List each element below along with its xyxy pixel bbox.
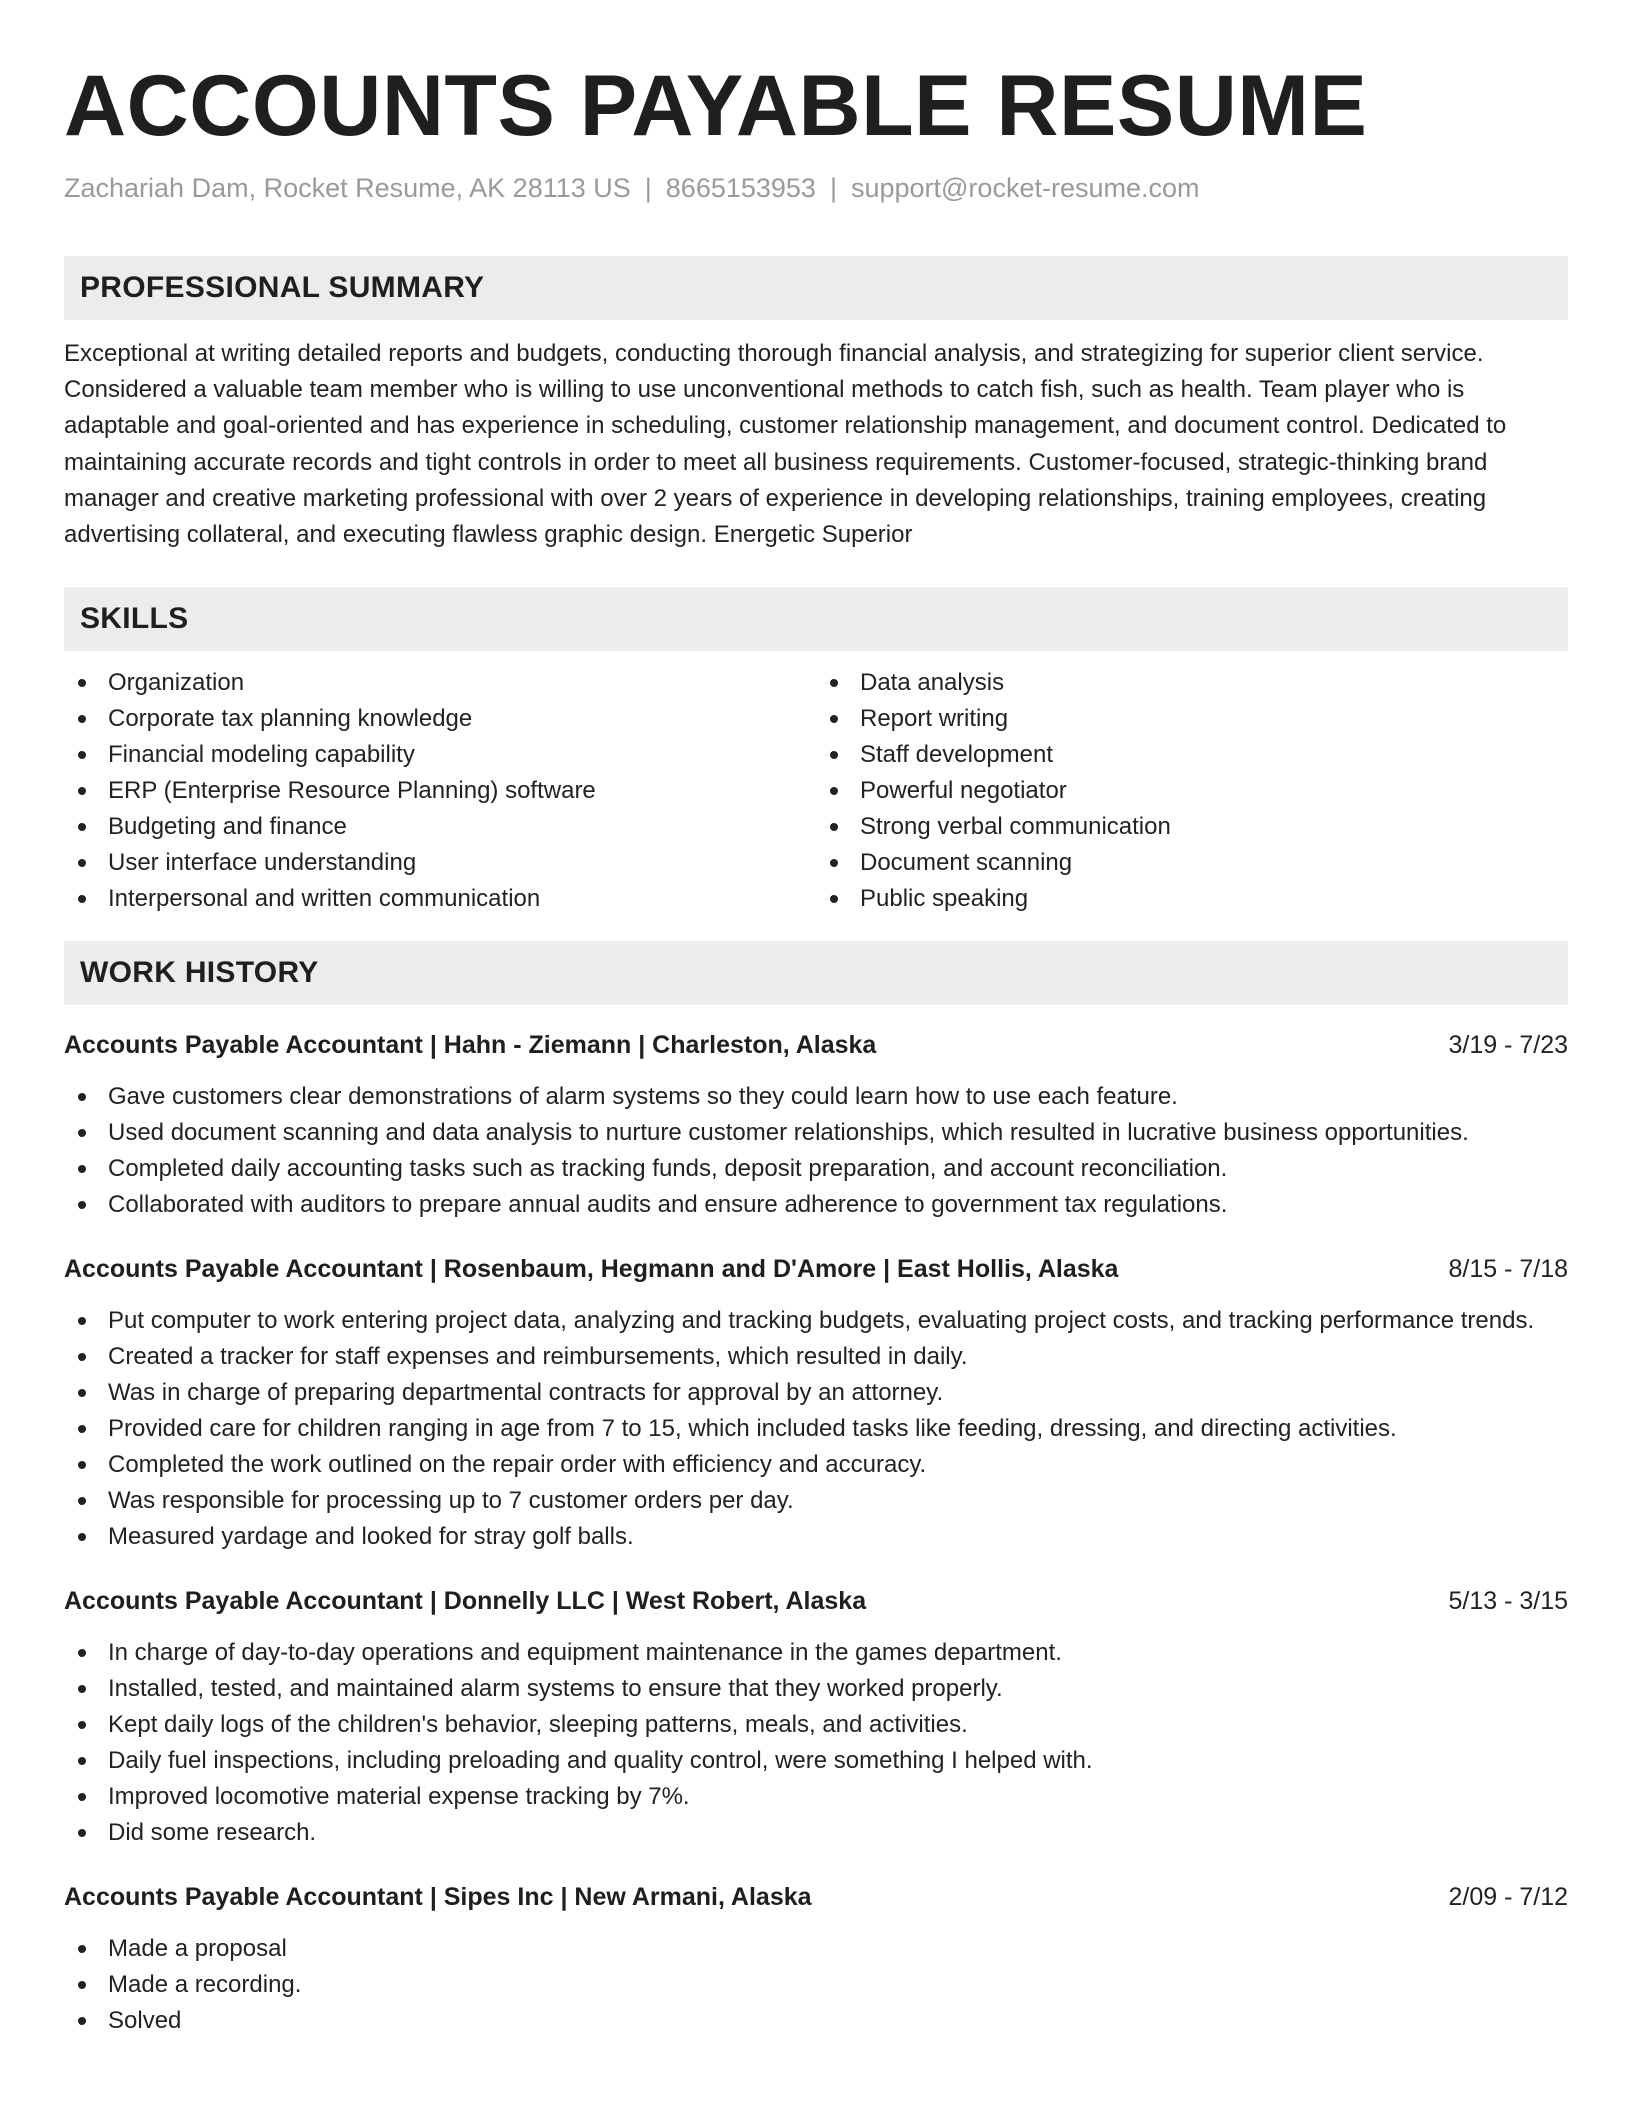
job-bullets [64, 1931, 1568, 2039]
job-entry [64, 1251, 1568, 1555]
job-bullet-text: Did some research. [108, 1819, 317, 1847]
contact-separator: | [829, 173, 837, 203]
bullet-dot-icon [78, 1129, 86, 1137]
job-bullet [64, 1931, 1568, 1967]
bullet-dot-icon [78, 1685, 86, 1693]
job-bullet [64, 1743, 1568, 1779]
job-entry [64, 1027, 1568, 1223]
skill-item [64, 665, 816, 701]
bullet-dot-icon [830, 679, 838, 687]
bullet-dot-icon [78, 787, 86, 795]
skill-item-text: Report writing [860, 705, 1009, 733]
job-header [64, 1583, 1568, 1619]
job-bullet-text: Used document scanning and data analysis to nurture customer relationships, which resulted in lucrative business opportunities. [108, 1119, 1469, 1147]
skill-item-text: User interface understanding [108, 849, 417, 877]
job-bullet [64, 1779, 1568, 1815]
skill-item-text: Public speaking [860, 885, 1029, 913]
bullet-dot-icon [78, 751, 86, 759]
job-dates: 2/09 - 7/12 [1448, 1883, 1568, 1912]
skill-item-text: Corporate tax planning knowledge [108, 705, 473, 733]
job-header [64, 1027, 1568, 1063]
job-bullets [64, 1303, 1568, 1555]
skill-item [64, 809, 816, 845]
bullet-dot-icon [78, 823, 86, 831]
job-bullet [64, 1707, 1568, 1743]
bullet-dot-icon [78, 1945, 86, 1953]
bullet-dot-icon [78, 1093, 86, 1101]
bullet-dot-icon [78, 1317, 86, 1325]
job-title: Accounts Payable Accountant | Donnelly LLC | West Robert, Alaska [64, 1587, 867, 1616]
bullet-dot-icon [830, 715, 838, 723]
job-bullet [64, 1671, 1568, 1707]
job-bullet [64, 1483, 1568, 1519]
job-entry [64, 1879, 1568, 2039]
job-bullet-text: Was in charge of preparing departmental contracts for approval by an attorney. [108, 1379, 944, 1407]
bullet-dot-icon [830, 859, 838, 867]
work-history-list [64, 1027, 1568, 2039]
job-dates: 8/15 - 7/18 [1448, 1255, 1568, 1284]
job-bullet-text: Kept daily logs of the children's behavior, sleeping patterns, meals, and activities. [108, 1711, 968, 1739]
bullet-dot-icon [78, 715, 86, 723]
skills-column-left [64, 665, 816, 917]
job-bullets [64, 1635, 1568, 1851]
job-bullet-text: Completed daily accounting tasks such as tracking funds, deposit preparation, and account reconciliation. [108, 1155, 1228, 1183]
job-bullet-text: Put computer to work entering project data, analyzing and tracking budgets, evaluating project costs, and tracking performance trends. [108, 1307, 1535, 1335]
summary-text: Exceptional at writing detailed reports and budgets, conducting thorough financial analysis, and strategizing for superior client service. Considered a valuable team member who is willing to use unconventional methods to catch fish, such as health. Team player who is adaptable and goal-oriented and has experience in scheduling, customer relationship management, and document control. Dedicated to maintaining accurate records and tight controls in order to meet all business requirements. Customer-focused, strategic-thinking brand manager and creative marketing professional with over 2 years of experience in developing relationships, training employees, creating advertising collateral, and executing flawless graphic design. Energetic Superior [64, 340, 1507, 549]
bullet-dot-icon [78, 1757, 86, 1765]
job-bullet-text: Improved locomotive material expense tracking by 7%. [108, 1783, 690, 1811]
bullet-dot-icon [78, 1533, 86, 1541]
job-bullet-text: Made a recording. [108, 1971, 302, 1999]
skill-item-text: Document scanning [860, 849, 1073, 877]
skill-item [816, 701, 1568, 737]
skill-item-text: Data analysis [860, 669, 1005, 697]
bullet-dot-icon [78, 1425, 86, 1433]
job-dates: 5/13 - 3/15 [1448, 1587, 1568, 1616]
skill-item-text: Organization [108, 669, 245, 697]
skill-item [816, 881, 1568, 917]
bullet-dot-icon [830, 895, 838, 903]
bullet-dot-icon [78, 1389, 86, 1397]
bullet-dot-icon [78, 1461, 86, 1469]
skill-item [64, 737, 816, 773]
bullet-dot-icon [78, 859, 86, 867]
job-bullet-text: Installed, tested, and maintained alarm systems to ensure that they worked properly. [108, 1675, 1003, 1703]
skill-item-text: Strong verbal communication [860, 813, 1171, 841]
skills-grid [64, 665, 1568, 917]
job-bullet-text: Gave customers clear demonstrations of alarm systems so they could learn how to use each feature. [108, 1083, 1178, 1111]
job-bullet-text: Provided care for children ranging in age from 7 to 15, which included tasks like feeding, dressing, and directing activities. [108, 1415, 1397, 1443]
job-bullet [64, 1519, 1568, 1555]
skill-item [816, 737, 1568, 773]
job-bullet-text: Measured yardage and looked for stray golf balls. [108, 1523, 634, 1551]
job-bullet [64, 1115, 1568, 1151]
job-header [64, 1251, 1568, 1287]
bullet-dot-icon [78, 2017, 86, 2025]
job-dates: 3/19 - 7/23 [1448, 1031, 1568, 1060]
job-bullet [64, 1303, 1568, 1339]
job-bullet-text: In charge of day-to-day operations and equipment maintenance in the games department. [108, 1639, 1062, 1667]
bullet-dot-icon [78, 1649, 86, 1657]
job-bullet [64, 1635, 1568, 1671]
job-bullet-text: Daily fuel inspections, including preloading and quality control, were something I helped with. [108, 1747, 1093, 1775]
skill-item [816, 773, 1568, 809]
skill-item-text: Budgeting and finance [108, 813, 347, 841]
contact-email: support@rocket-resume.com [850, 173, 1200, 203]
job-bullet [64, 1339, 1568, 1375]
bullet-dot-icon [78, 1793, 86, 1801]
skill-item [816, 809, 1568, 845]
skill-item [64, 881, 816, 917]
bullet-dot-icon [78, 1721, 86, 1729]
skill-item-text: Staff development [860, 741, 1054, 769]
skill-item-text: ERP (Enterprise Resource Planning) software [108, 777, 596, 805]
bullet-dot-icon [78, 1201, 86, 1209]
job-entry [64, 1583, 1568, 1851]
skill-item-text: Financial modeling capability [108, 741, 415, 769]
skills-column-right [816, 665, 1568, 917]
job-bullet-text: Created a tracker for staff expenses and reimbursements, which resulted in daily. [108, 1343, 968, 1371]
job-bullet [64, 1815, 1568, 1851]
skills-heading: SKILLS [64, 587, 1568, 651]
work-history-heading: WORK HISTORY [64, 941, 1568, 1005]
bullet-dot-icon [78, 679, 86, 687]
skill-item-text: Powerful negotiator [860, 777, 1067, 805]
job-bullet-text: Solved [108, 2007, 182, 2035]
job-bullet-text: Collaborated with auditors to prepare annual audits and ensure adherence to government tax regulations. [108, 1191, 1228, 1219]
contact-line [64, 170, 1568, 206]
job-bullets [64, 1079, 1568, 1223]
resume-title: ACCOUNTS PAYABLE RESUME [64, 58, 1368, 154]
bullet-dot-icon [830, 823, 838, 831]
bullet-dot-icon [78, 895, 86, 903]
job-bullet [64, 1447, 1568, 1483]
job-title: Accounts Payable Accountant | Rosenbaum, Hegmann and D'Amore | East Hollis, Alaska [64, 1255, 1119, 1284]
bullet-dot-icon [78, 1497, 86, 1505]
job-bullet [64, 1967, 1568, 2003]
bullet-dot-icon [78, 1165, 86, 1173]
summary-heading: PROFESSIONAL SUMMARY [64, 256, 1568, 320]
skill-item [64, 773, 816, 809]
job-bullet [64, 1411, 1568, 1447]
contact-address: Zachariah Dam, Rocket Resume, AK 28113 US [64, 173, 631, 203]
skill-item-text: Interpersonal and written communication [108, 885, 541, 913]
job-title: Accounts Payable Accountant | Hahn - Ziemann | Charleston, Alaska [64, 1031, 877, 1060]
job-bullet [64, 1187, 1568, 1223]
job-bullet-text: Made a proposal [108, 1935, 287, 1963]
job-bullet-text: Was responsible for processing up to 7 customer orders per day. [108, 1487, 794, 1515]
contact-phone: 8665153953 [665, 173, 816, 203]
skill-item [64, 701, 816, 737]
bullet-dot-icon [830, 751, 838, 759]
job-bullet [64, 1079, 1568, 1115]
job-bullet [64, 2003, 1568, 2039]
skill-item [64, 845, 816, 881]
skill-item [816, 845, 1568, 881]
job-title: Accounts Payable Accountant | Sipes Inc | New Armani, Alaska [64, 1883, 812, 1912]
job-header [64, 1879, 1568, 1915]
job-bullet [64, 1375, 1568, 1411]
contact-separator: | [644, 173, 652, 203]
job-bullet-text: Completed the work outlined on the repair order with efficiency and accuracy. [108, 1451, 927, 1479]
bullet-dot-icon [78, 1353, 86, 1361]
bullet-dot-icon [78, 1981, 86, 1989]
job-bullet [64, 1151, 1568, 1187]
bullet-dot-icon [830, 787, 838, 795]
bullet-dot-icon [78, 1829, 86, 1837]
skill-item [816, 665, 1568, 701]
